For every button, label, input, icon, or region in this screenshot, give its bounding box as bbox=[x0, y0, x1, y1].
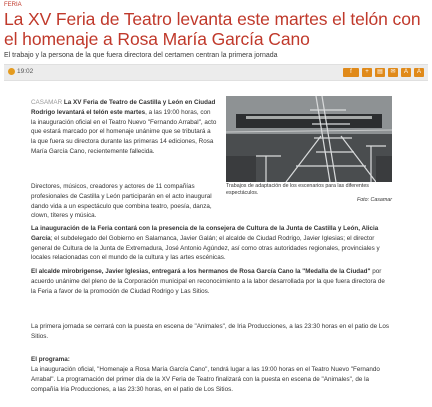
p3-text: ; el subdelegado del Gobierno en Salamanca, Javier Galán; el alcalde de Ciudad Rodrigo, Javier Iglesias; el director general de Cultura de la Junta de Extremadura, José Antonio Agúndez, así como otras autoridades regionales, provinciales y locales relacionadas con el mundo de la cultura y las artes escénicas. bbox=[31, 234, 380, 262]
section-tag[interactable]: FERIA bbox=[4, 2, 22, 8]
p4-text: por acuerdo unánime del pleno de la Corporación municipal en reconocimiento a la labor desarrollada por la que fuera directora de la Feria a favor de la promoción de Ciudad Rodrigo y Las Sitios. bbox=[31, 268, 385, 295]
program-heading-text: El programa: bbox=[31, 356, 70, 363]
article-paragraph-5: La primera jornada se cerrará con la puesta en escena de "Animales", de Iria Producciones, a las 23:30 horas en el patio de Los Sitios. bbox=[31, 323, 390, 340]
photo-caption bbox=[226, 183, 392, 204]
print-icon[interactable]: ▤ bbox=[375, 68, 385, 77]
share-icon[interactable]: + bbox=[362, 68, 372, 77]
article-headline: La XV Feria de Teatro levanta este martes el telón con el homenaje a Rosa María García Cano bbox=[4, 9, 421, 49]
article-lede bbox=[31, 98, 217, 157]
lede-text: , a las 19:00 horas, con la inauguración oficial en el Teatro Nuevo "Fernando Arrabal", acto que estará marcado por el homenaje unánime que se tributará a la que fuera su directora durante las primeras 14 ediciones, Rosa María García Cano, recientemente fallecida. bbox=[31, 108, 217, 155]
article-subtitle: El trabajo y la persona de la que fuera directora del certamen centran la primera jornada bbox=[4, 52, 278, 59]
article-photo bbox=[226, 96, 392, 182]
article-paragraph-3 bbox=[31, 224, 391, 263]
clock-icon bbox=[8, 68, 15, 75]
p4-bold: El alcalde mirobrigense, Javier Iglesias, entregará a los hermanos de Rosa García Cano la "Medalla de la Ciudad" bbox=[31, 268, 371, 275]
stage-scaffolding-image bbox=[226, 96, 392, 182]
dateline: CASAMAR bbox=[31, 99, 63, 106]
email-icon[interactable]: ✉ bbox=[388, 68, 398, 77]
program-heading bbox=[31, 355, 391, 365]
article-tools bbox=[343, 68, 424, 77]
caption-text: Trabajos de adaptación de los escenarios para las diferentes espectáculos. bbox=[226, 183, 369, 196]
lede-bold: La XV Feria de Teatro de Castilla y León en Ciudad Rodrigo levantará el telón este martes bbox=[31, 99, 216, 116]
like-button-icon[interactable]: f bbox=[343, 68, 359, 77]
text-smaller-icon[interactable]: A bbox=[401, 68, 411, 77]
photo-credit: Foto: Casamar bbox=[356, 197, 392, 203]
text-larger-icon[interactable]: A bbox=[414, 68, 424, 77]
article-meta-bar bbox=[4, 64, 428, 81]
program-paragraph: La inauguración oficial, "Homenaje a Rosa María García Cano", tendrá lugar a las 19:00 horas en el Teatro Nuevo "Fernando Arrabal". La programación del primer día de la XV Feria de Teatro finalizará con la puesta en escena de "Animales", de la compañía Iria Producciones, a las 23:30 horas, en el patio de Los Sitios. bbox=[31, 366, 380, 393]
article-paragraph-2: Directores, músicos, creadores y actores de 11 compañías profesionales de Castilla y León participarán en el acto inaugural dando vida a un espectáculo que combina teatro, poesía, danza, clown, títeres y música. bbox=[31, 183, 212, 220]
publish-time bbox=[8, 68, 33, 75]
article-paragraph-4 bbox=[31, 267, 391, 296]
publish-time-text: 19:02 bbox=[17, 68, 34, 76]
p3-bold: La inauguración de la Feria contará con la presencia de la consejera de Cultura de la Junta de Castilla y León, Alicia García bbox=[31, 225, 379, 242]
